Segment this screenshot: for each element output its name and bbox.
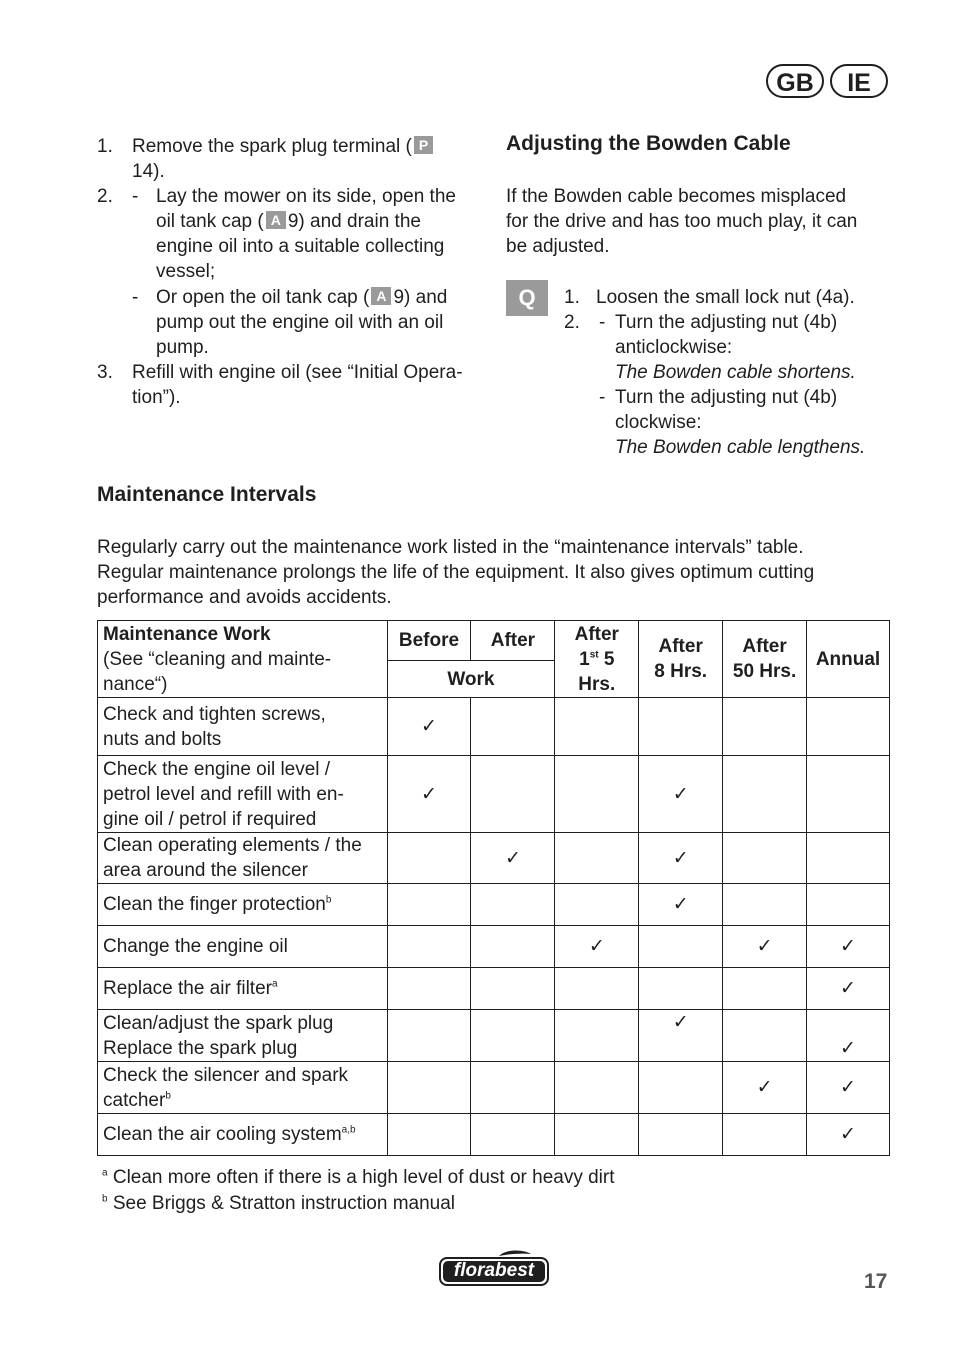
check-icon: ✓ — [723, 1062, 807, 1114]
table-row — [98, 833, 890, 884]
dash: - — [132, 186, 139, 207]
header-after-50-hrs: After 50 Hrs. — [723, 621, 807, 698]
language-badge-ie: IE — [830, 64, 888, 98]
step-result: The Bowden cable lengthens. — [615, 437, 866, 458]
check-icon: ✓ — [639, 756, 723, 833]
task-cell: Check the engine oil level / petrol level and refill with en- gine oil / petrol if required — [98, 756, 388, 833]
step-text: Turn the adjusting nut (4b) — [615, 387, 838, 408]
step-text: engine oil into a suitable collecting — [156, 236, 445, 257]
check-icon: ✓ — [639, 833, 723, 884]
check-icon: ✓ — [723, 926, 807, 968]
check-icon: ✓ — [555, 926, 639, 968]
step-number: 1. — [564, 287, 580, 308]
figure-ref-q: Q — [506, 280, 548, 316]
step-number: 2. — [564, 312, 580, 333]
language-badge-gb: GB — [766, 64, 824, 98]
step-result: The Bowden cable shortens. — [615, 362, 856, 383]
task-cell: Clean the finger protection$^b$ — [98, 884, 388, 926]
table-row — [98, 1114, 890, 1156]
header-maintenance-work: Maintenance Work (See “cleaning and mainte- nance“) — [98, 621, 388, 698]
header-after-first-5-hrs: After 1st 5 Hrs. — [555, 621, 639, 698]
maintenance-table — [97, 620, 890, 1156]
check-icon: ✓ — [807, 1114, 890, 1156]
header-after: After — [471, 621, 555, 661]
step-text: oil tank cap ( A 9) and drain the — [156, 211, 421, 232]
header-before: Before — [387, 621, 471, 661]
header-after-8-hrs: After 8 Hrs. — [639, 621, 723, 698]
footnote: $^a$ Clean more often if there is a high level of dust or heavy dirt — [102, 1167, 615, 1188]
step-text: Or open the oil tank cap ( A 9) and — [156, 287, 448, 308]
step-text: 14). — [132, 161, 165, 182]
figure-ref-a: A — [371, 287, 391, 305]
check-icon: ✓ — [807, 1010, 890, 1062]
figure-ref-p: P — [414, 136, 433, 154]
step-text: tion”). — [132, 387, 181, 408]
step-number: 2. — [97, 186, 113, 207]
footnote: $^b$ See Briggs & Stratton instruction manual — [102, 1193, 456, 1214]
maintenance-intro: Regularly carry out the maintenance work listed in the “maintenance intervals” table. Regular maintenance prolongs the life of the equipment. It also gives optimum cutting performance and avoids accidents. — [97, 537, 815, 608]
dash: - — [599, 312, 606, 333]
table-header-row — [98, 621, 890, 661]
check-icon: ✓ — [471, 833, 555, 884]
table-row — [98, 1062, 890, 1114]
table-row — [98, 884, 890, 926]
check-icon: ✓ — [807, 968, 890, 1010]
step-text: Turn the adjusting nut (4b) — [615, 312, 838, 333]
step-text: Loosen the small lock nut (4a). — [596, 287, 855, 308]
dash: - — [599, 387, 606, 408]
table-row — [98, 1010, 890, 1062]
task-cell: Check the silencer and spark catcher$^b$ — [98, 1062, 388, 1114]
header-annual: Annual — [807, 621, 890, 698]
section-heading-maintenance: Maintenance Intervals — [97, 483, 317, 506]
table-row — [98, 756, 890, 833]
check-icon: ✓ — [387, 698, 471, 756]
table-row — [98, 698, 890, 756]
bowden-intro: If the Bowden cable becomes misplaced for the drive and has too much play, it can be adjusted. — [506, 186, 858, 257]
step-text: Remove the spark plug terminal ( P — [132, 134, 435, 159]
check-icon: ✓ — [807, 1062, 890, 1114]
task-cell: Check and tighten screws, nuts and bolts — [98, 698, 388, 756]
table-row — [98, 968, 890, 1010]
check-icon: ✓ — [639, 884, 723, 926]
page-number: 17 — [864, 1270, 888, 1293]
step-text: pump. — [156, 337, 209, 358]
table-row — [98, 926, 890, 968]
florabest-logo: florabest — [439, 1250, 549, 1286]
step-text: Lay the mower on its side, open the — [156, 186, 456, 207]
dash: - — [132, 287, 139, 308]
check-icon: ✓ — [639, 1010, 723, 1062]
header-work: Work — [387, 661, 555, 698]
task-cell: Clean the air cooling system$^{a,b}$ — [98, 1114, 388, 1156]
step-text: Refill with engine oil (see “Initial Opera- — [132, 362, 463, 383]
task-cell: Change the engine oil — [98, 926, 388, 968]
step-text: anticlockwise: — [615, 337, 733, 358]
task-cell: Clean/adjust the spark plug Replace the spark plug — [98, 1010, 388, 1062]
task-cell: Clean operating elements / the area around the silencer — [98, 833, 388, 884]
task-cell: Replace the air filter$^a$ — [98, 968, 388, 1010]
figure-ref-a: A — [266, 211, 286, 229]
step-number: 1. — [97, 136, 113, 157]
step-number: 3. — [97, 362, 113, 383]
check-icon: ✓ — [387, 756, 471, 833]
section-heading-bowden: Adjusting the Bowden Cable — [506, 132, 791, 155]
step-text: clockwise: — [615, 412, 702, 433]
step-text: pump out the engine oil with an oil — [156, 312, 444, 333]
step-text: vessel; — [156, 261, 216, 282]
check-icon: ✓ — [807, 926, 890, 968]
